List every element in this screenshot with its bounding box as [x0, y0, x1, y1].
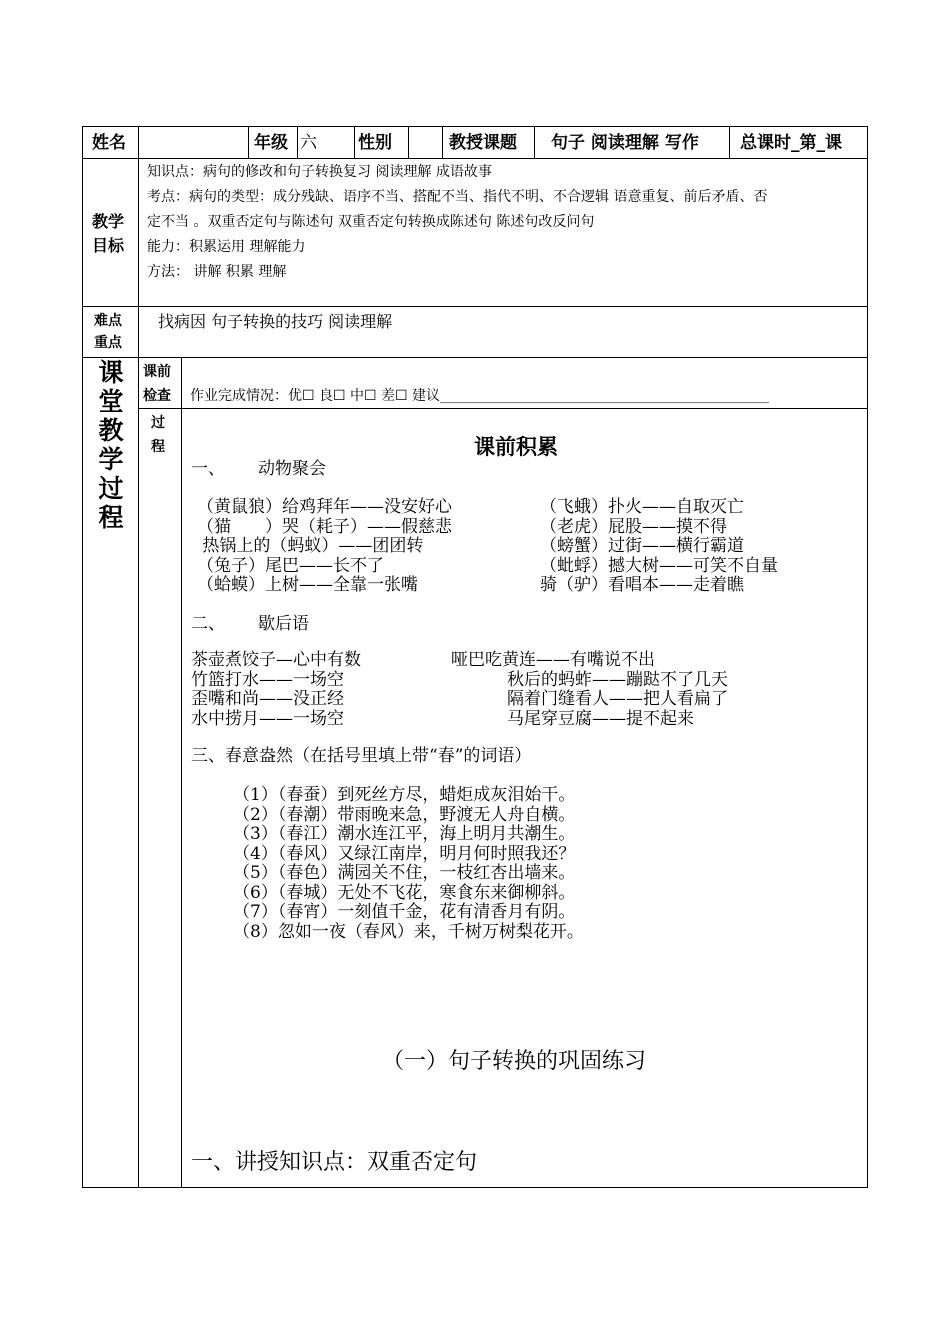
topic-value: 句子 阅读理解 写作 — [551, 133, 699, 153]
spring-item: （5）（春色）满园关不住，一枝红杏出墙来。 — [233, 863, 576, 883]
gender-label: 性别 — [358, 133, 392, 153]
topic-label: 教授课题 — [449, 133, 517, 153]
process-label-line: 过 — [151, 415, 165, 431]
idiom-item: （猫 ）哭（耗子）——假慈悲 — [197, 516, 452, 537]
spring-item: （7）（春宵）一刻值千金，花有清香月有阴。 — [233, 902, 576, 922]
objective-line: 知识点：病句的修改和句子转换复习 阅读理解 成语故事 — [147, 164, 492, 180]
grade-label: 年级 — [254, 133, 288, 153]
objective-line: 能力：积累运用 理解能力 — [147, 239, 306, 255]
spring-item: （8）忽如一夜（春风）来，千树万树梨花开。 — [233, 921, 584, 942]
difficulty-label — [94, 310, 122, 354]
grid-line — [138, 126, 139, 1188]
grid-line — [729, 126, 730, 159]
section-1-title: 动物聚会 — [258, 459, 326, 479]
spring-item: （4）（春风）又绿江南岸，明月何时照我还？ — [233, 843, 576, 864]
objective-line: 方法： 讲解 积累 理解 — [147, 264, 287, 280]
check-label-line: 课前 — [143, 364, 171, 380]
objective-line: 定不当 。双重否定句与陈述句 双重否定句转换成陈述句 陈述句改反问句 — [147, 214, 595, 230]
side-label-char: 过 — [98, 474, 124, 503]
idiom-item: （蛤蟆）上树——全靠一张嘴 — [197, 575, 418, 595]
spring-item: （2）（春潮）带雨晚来急，野渡无人舟自横。 — [233, 804, 576, 825]
idiom-item: （飞蛾）扑火——自取灭亡 — [540, 497, 744, 517]
objectives-label-line: 目标 — [92, 236, 125, 255]
idiom-item: （螃蟹）过街——横行霸道 — [540, 536, 744, 556]
animal-idioms-right — [540, 498, 778, 596]
grid-line — [82, 126, 83, 1188]
idiom-item: （兔子）尾巴——长不了 — [197, 555, 384, 576]
xiehouyu-item: 隔着门缝看人——把人看扁了 — [507, 689, 728, 709]
xiehouyu-item: 茶壶煮饺子—心中有数 — [191, 650, 361, 670]
section-2-number: 二、 — [191, 614, 225, 634]
xiehouyu-item: 歪嘴和尚——没正经 — [191, 689, 344, 709]
grid-line — [442, 126, 443, 159]
section-2-title: 歇后语 — [258, 614, 309, 634]
side-label-char: 程 — [98, 503, 124, 532]
grid-line — [408, 126, 409, 159]
lecture-heading: 一、讲授知识点：双重否定句 — [191, 1150, 478, 1175]
check-label-line: 检查 — [143, 388, 171, 404]
grid-line — [181, 357, 182, 1188]
side-label-char: 教 — [98, 416, 124, 445]
process-label — [151, 411, 165, 459]
grid-line — [138, 408, 868, 409]
difficulty-content: 找病因 句子转换的技巧 阅读理解 — [158, 312, 393, 331]
spring-item: （3）（春江）潮水连江平，海上明月共潮生。 — [233, 824, 576, 844]
spring-item: （6）（春城）无处不飞花，寒食东来御柳斜。 — [233, 882, 576, 903]
animal-idioms-left — [197, 498, 452, 596]
difficulty-label-line: 难点 — [94, 313, 122, 329]
section-1-number: 一、 — [191, 459, 225, 479]
grid-line — [82, 1187, 868, 1188]
objective-line: 考点：病句的类型：成分残缺、语序不当、搭配不当、指代不明、不合逻辑 语意重复、前后矛盾、否 — [147, 189, 768, 205]
xiehouyu-item: 哑巴吃黄连——有嘴说不出 — [451, 650, 655, 670]
grade-value: 六 — [300, 133, 317, 153]
side-label-char: 课 — [98, 358, 124, 387]
grid-line — [534, 126, 535, 159]
xiehouyu-item: 竹篮打水——一场空 — [191, 669, 344, 690]
grid-line — [248, 126, 249, 159]
idiom-item: （蚍蜉）撼大树——可笑不自量 — [540, 555, 778, 576]
idiom-item: 热锅上的（蚂蚁）——团团转 — [197, 536, 424, 556]
process-label-line: 程 — [151, 439, 165, 455]
section-title: 课前积累 — [474, 434, 558, 459]
idiom-item: （黄鼠狼）给鸡拜年——没安好心 — [197, 497, 452, 517]
grid-line — [82, 357, 868, 358]
side-label-char: 堂 — [98, 387, 124, 416]
xiehouyu-right — [507, 671, 728, 730]
classroom-process-label — [96, 358, 126, 532]
homework-status: 作业完成情况：优☐ 良☐ 中☐ 差☐ 建议_______________________________________________ — [190, 388, 770, 404]
subtitle: （一）句子转换的巩固练习 — [382, 1049, 647, 1074]
side-label-char: 学 — [98, 445, 124, 474]
spring-word-list — [233, 786, 584, 942]
preclass-check-label — [143, 360, 171, 408]
name-label: 姓名 — [92, 133, 126, 153]
total-hours-label: 总课时_第_课 — [740, 133, 842, 153]
idiom-item: 骑（驴）看唱本——走着瞧 — [540, 575, 744, 595]
grid-line — [867, 126, 868, 1188]
idiom-item: （老虎）屁股——摸不得 — [540, 516, 727, 537]
grid-line — [297, 126, 298, 159]
xiehouyu-left — [191, 651, 361, 729]
objectives-label — [92, 210, 124, 258]
section-3-title: 三、春意盎然（在括号里填上带“春”的词语） — [191, 746, 532, 766]
grid-line — [354, 126, 355, 159]
xiehouyu-item: 马尾穿豆腐——提不起来 — [507, 708, 694, 729]
objectives-label-line: 教学 — [92, 212, 125, 231]
spring-item: （1）（春蚕）到死丝方尽，蜡炬成灰泪始干。 — [233, 785, 576, 805]
objectives-content — [147, 160, 767, 285]
difficulty-label-line: 重点 — [94, 335, 122, 351]
xiehouyu-item: 水中捞月——一场空 — [191, 708, 344, 729]
grid-line — [82, 306, 868, 307]
xiehouyu-item: 秋后的蚂蚱——蹦跶不了几天 — [507, 669, 728, 690]
